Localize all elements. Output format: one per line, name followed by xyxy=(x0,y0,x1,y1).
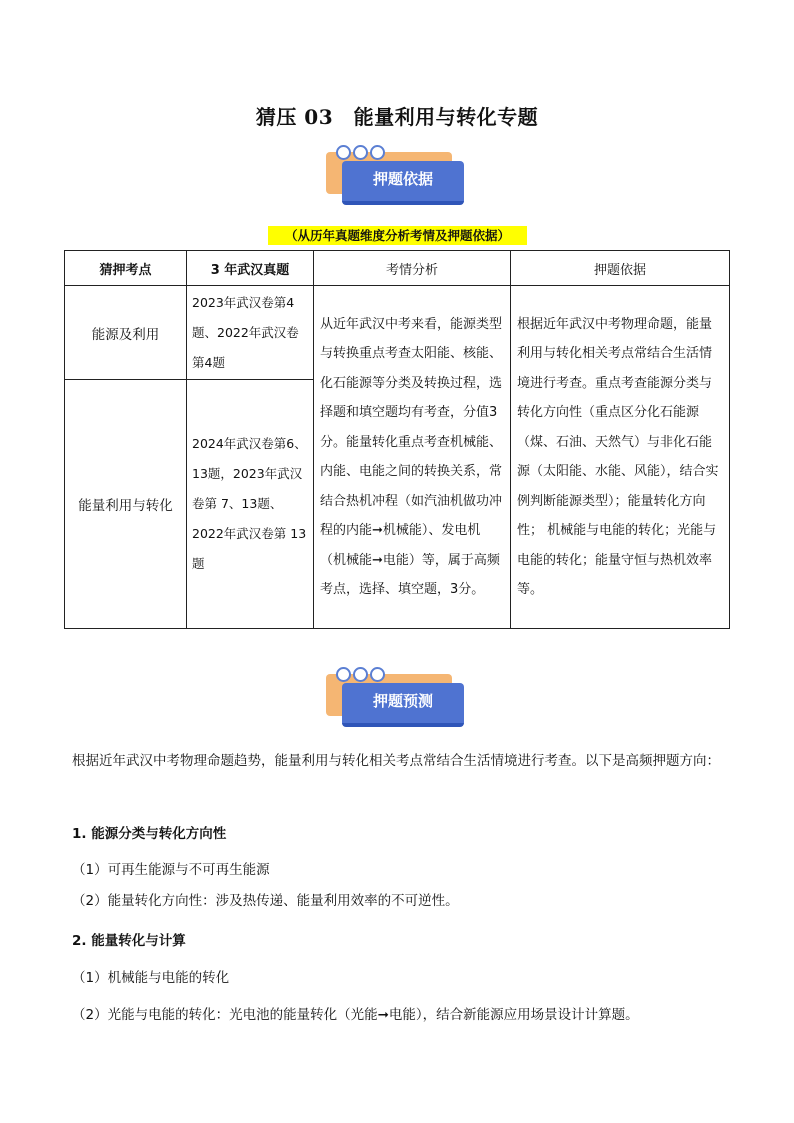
table-cell-basis: 根据近年武汉中考物理命题，能量利用与转化相关考点常结合生活情境进行考查。重点考查能源分类与转化方向性（重点区分化石能源（煤、石油、天然气）与非化石能源（太阳能、水能、风能），结合实例判断能源类型）；能量转化方向性； 机械能与电能的转化；光能与电能的转化；能量守恒与热机效率等。 xyxy=(511,286,730,629)
binder-rings-icon xyxy=(336,145,387,159)
prediction-intro: 根据近年武汉中考物理命题趋势，能量利用与转化相关考点常结合生活情境进行考查。以下是高频押题方向： xyxy=(72,753,720,769)
section-subtitle: （从历年真题维度分析考情及押题依据） xyxy=(268,226,527,245)
topic-item: （2）能量转化方向性：涉及热传递、能量利用效率的不可逆性。 xyxy=(72,893,459,909)
table-cell-papers: 2023年武汉卷第4题、2022年武汉卷第4题 xyxy=(187,286,314,380)
binder-rings-icon xyxy=(336,667,387,681)
topic-item: （1）可再生能源与不可再生能源 xyxy=(72,862,270,878)
table-cell-point: 能量利用与转化 xyxy=(65,380,187,629)
topic-item: （2）光能与电能的转化：光电池的能量转化（光能➞电能），结合新能源应用场景设计计算题。 xyxy=(72,1007,639,1023)
exam-analysis-table xyxy=(64,250,730,629)
topic-item: （1）机械能与电能的转化 xyxy=(72,970,230,986)
table-cell-point: 能源及利用 xyxy=(65,286,187,380)
page-title: 猜压 03 能量利用与转化专题 xyxy=(255,105,539,129)
section-banner-prediction xyxy=(326,667,486,737)
table-cell-papers: 2024年武汉卷第6、13题，2023年武汉卷第 7、13题、2022年武汉卷第 13题 xyxy=(187,380,314,629)
banner-label: 押题依据 xyxy=(342,161,464,205)
table-header: 猜押考点 xyxy=(65,251,187,286)
topic-heading: 2. 能量转化与计算 xyxy=(72,933,186,949)
table-header: 考情分析 xyxy=(314,251,511,286)
section-banner-basis xyxy=(326,145,486,215)
table-header: 3 年武汉真题 xyxy=(187,251,314,286)
table-header: 押题依据 xyxy=(511,251,730,286)
banner-label: 押题预测 xyxy=(342,683,464,727)
table-cell-analysis: 从近年武汉中考来看，能源类型与转换重点考查太阳能、核能、化石能源等分类及转换过程，选择题和填空题均有考查，分值3分。能量转化重点考查机械能、内能、电能之间的转换关系，常结合热机冲程（如汽油机做功冲程的内能➞机械能）、发电机（机械能➞电能）等，属于高频考点，选择、填空题，3分。 xyxy=(314,286,511,629)
topic-heading: 1. 能源分类与转化方向性 xyxy=(72,826,227,842)
